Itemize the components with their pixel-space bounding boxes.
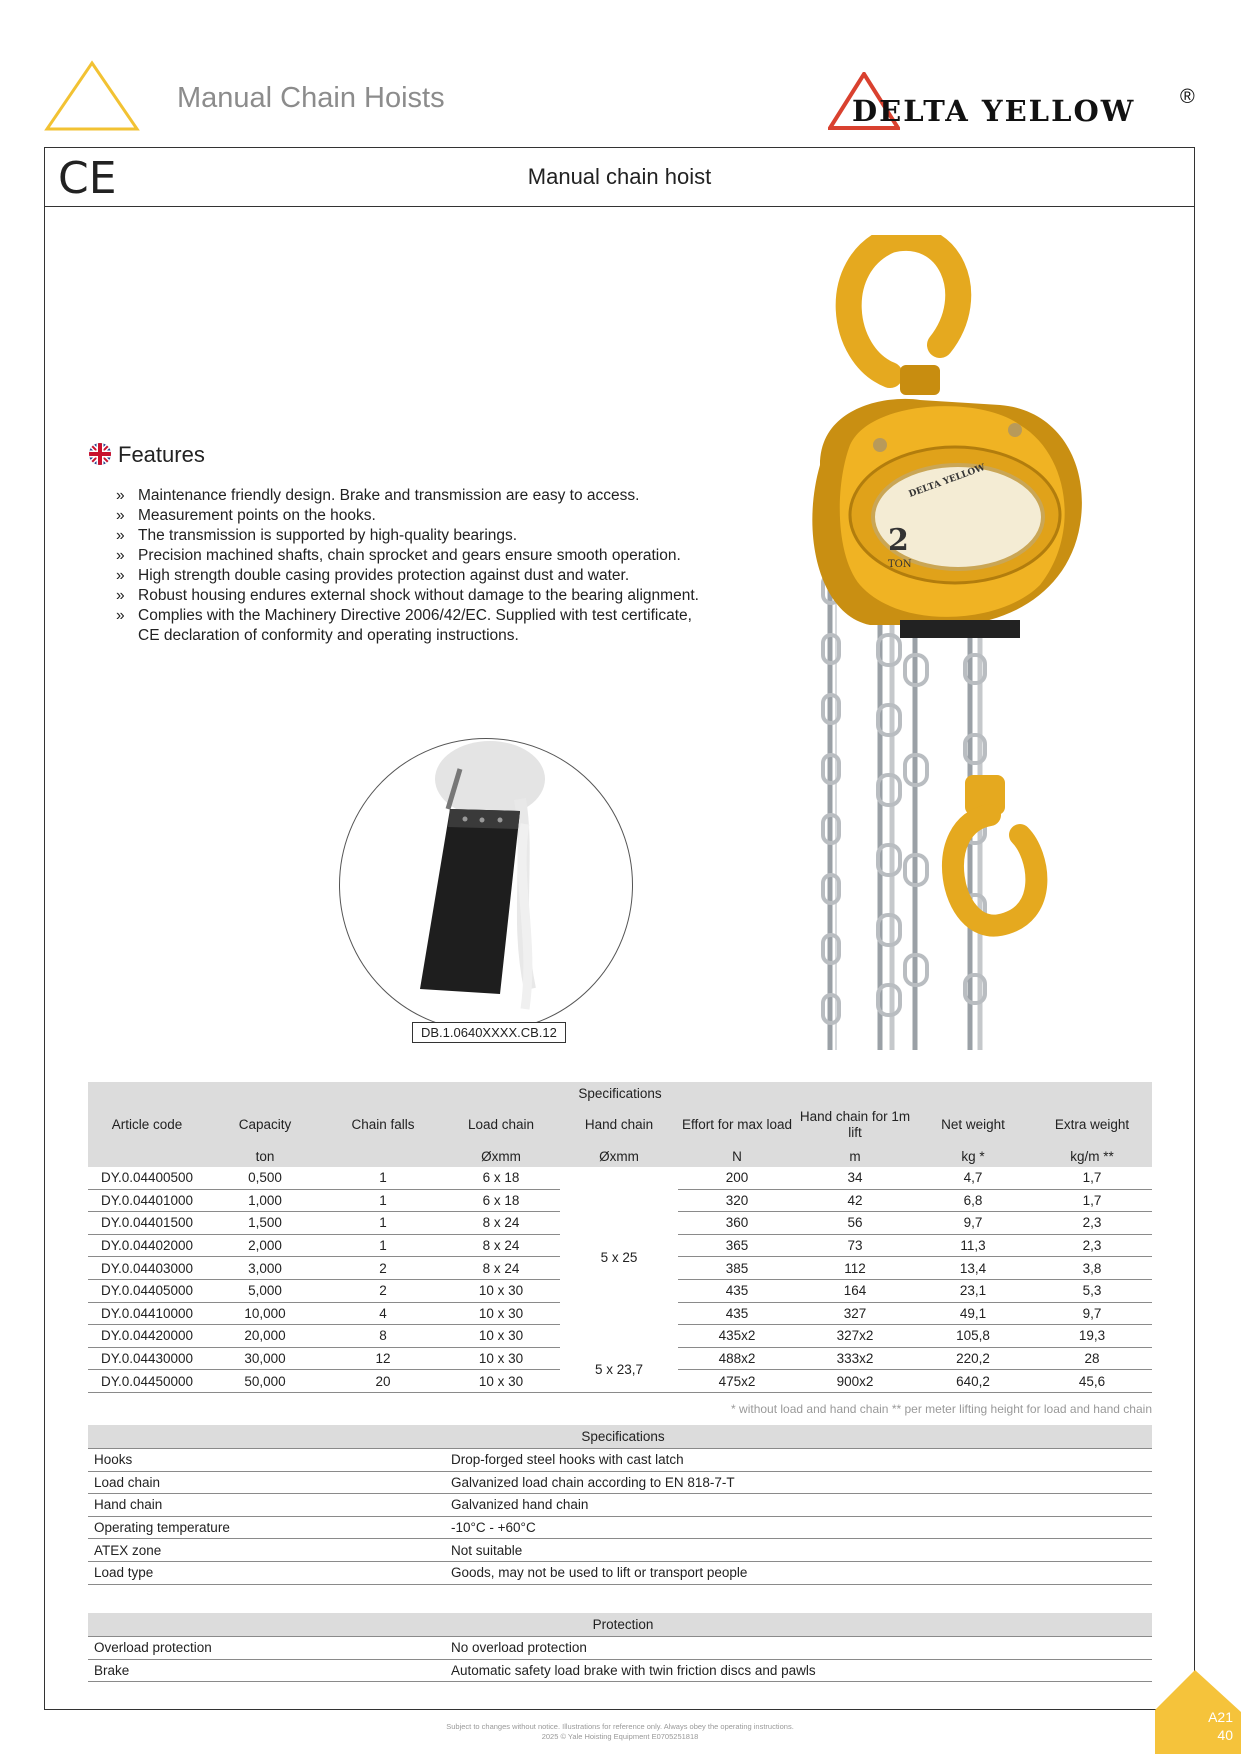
feature-item: » Complies with the Machinery Directive 2006/42/EC. Supplied with test certificate, CE declaration of conformity and operating instructions.	[116, 607, 692, 644]
header-triangle-icon	[44, 60, 140, 132]
table-row: DY.0.04400500 0,500 1 6 x 18 5 x 25 200 34 4,7 1,7	[88, 1167, 1152, 1189]
hoist-rating: 2	[888, 523, 909, 558]
bullet: »	[116, 527, 125, 544]
hand-chain-group: 5 x 25	[600, 1249, 638, 1265]
feature-item: » Measurement points on the hooks.	[116, 507, 376, 524]
hand-chain-group: 5 x 23,7	[560, 1347, 678, 1392]
bullet: »	[116, 547, 125, 564]
col-header: Hand chain	[560, 1105, 678, 1145]
table-row: ATEX zone Not suitable	[88, 1539, 1152, 1562]
bullet: »	[116, 507, 125, 524]
page-index: 40	[1217, 1727, 1233, 1743]
feature-item: » High strength double casing provides protection against dust and water.	[116, 567, 630, 584]
feature-item: » Robust housing endures external shock without damage to the bearing alignment.	[116, 587, 699, 604]
col-header: Article code	[88, 1105, 206, 1145]
table-row: DY.0.04403000 3,000 2 8 x 24 385 112 13,4 3,8	[88, 1257, 1152, 1280]
table-caption: Specifications	[88, 1425, 1152, 1449]
table-row: DY.0.04430000 30,000 12 10 x 30 5 x 23,7 488x2 333x2 220,2 28	[88, 1347, 1152, 1370]
table-row: DY.0.04405000 5,000 2 10 x 30 435 164 23,1 5,3	[88, 1279, 1152, 1302]
table-row: Hooks Drop-forged steel hooks with cast latch	[88, 1449, 1152, 1472]
table-footnote: * without load and hand chain ** per meter lifting height for load and hand chain	[731, 1402, 1152, 1416]
table-row: Load chain Galvanized load chain according to EN 818-7-T	[88, 1471, 1152, 1494]
col-header: Effort for max load	[678, 1105, 796, 1145]
bag-caption: DB.1.0640XXXX.CB.12	[412, 1022, 566, 1043]
features-heading: Features	[118, 442, 205, 467]
ce-mark: CE	[58, 153, 117, 204]
unit-cell: N	[678, 1145, 796, 1167]
feature-item: » The transmission is supported by high-quality bearings.	[116, 527, 518, 544]
bullet: »	[116, 487, 125, 504]
table-row: Overload protection No overload protection	[88, 1637, 1152, 1660]
table-row: DY.0.04410000 10,000 4 10 x 30 435 327 49,1 9,7	[88, 1302, 1152, 1325]
unit-cell	[88, 1145, 206, 1167]
unit-cell: kg *	[914, 1145, 1032, 1167]
unit-cell: Øxmm	[442, 1145, 560, 1167]
table-row: DY.0.04401500 1,500 1 8 x 24 360 56 9,7 2,3	[88, 1212, 1152, 1235]
chain-bag-image	[339, 738, 633, 1032]
table-row: DY.0.04450000 50,000 20 10 x 30 475x2 900x2 640,2 45,6	[88, 1370, 1152, 1393]
col-header: Hand chain for 1m lift	[796, 1105, 914, 1145]
registered-mark: ®	[1180, 86, 1195, 108]
feature-item: » Precision machined shafts, chain sprocket and gears ensure smooth operation.	[116, 547, 681, 564]
hoist-rating-unit: TON	[888, 559, 912, 570]
footer-line: 2025 © Yale Hoisting Equipment E0705251818	[541, 1732, 699, 1741]
table-row: Brake Automatic safety load brake with twin friction discs and pawls	[88, 1659, 1152, 1682]
unit-cell: ton	[206, 1145, 324, 1167]
footer-disclaimer	[340, 1722, 900, 1742]
header-title: Manual Chain Hoists	[177, 82, 445, 114]
col-header: Capacity	[206, 1105, 324, 1145]
table-row: Operating temperature -10°C - +60°C	[88, 1516, 1152, 1539]
hoist-plate-brand: DELTA YELLOW	[907, 462, 987, 500]
uk-flag-icon	[88, 442, 112, 466]
unit-cell	[324, 1145, 442, 1167]
table-caption: Specifications	[88, 1082, 1152, 1105]
unit-cell: m	[796, 1145, 914, 1167]
table-caption: Protection	[88, 1613, 1152, 1637]
protection-table	[88, 1613, 1152, 1682]
table-row: Load type Goods, may not be used to lift or transport people	[88, 1561, 1152, 1584]
specifications-table	[88, 1082, 1152, 1393]
feature-item: » Maintenance friendly design. Brake and transmission are easy to access.	[116, 487, 640, 504]
table-row: Hand chain Galvanized hand chain	[88, 1494, 1152, 1517]
col-header: Chain falls	[324, 1105, 442, 1145]
col-header: Load chain	[442, 1105, 560, 1145]
table-row: DY.0.04401000 1,000 1 6 x 18 320 42 6,8 1,7	[88, 1189, 1152, 1212]
table-row: DY.0.04402000 2,000 1 8 x 24 365 73 11,3 2,3	[88, 1234, 1152, 1257]
general-specifications-table	[88, 1425, 1152, 1585]
bullet: »	[116, 607, 125, 624]
table-row: DY.0.04420000 20,000 8 10 x 30 435x2 327x2 105,8 19,3	[88, 1325, 1152, 1348]
unit-cell: kg/m **	[1032, 1145, 1152, 1167]
col-header: Extra weight	[1032, 1105, 1152, 1145]
brand-logo-text: DELTA YELLOW	[852, 94, 1136, 128]
document-title: Manual chain hoist	[527, 164, 712, 189]
section-code: A21	[1208, 1709, 1233, 1725]
features-list	[113, 486, 713, 646]
chain-hoist-image	[780, 235, 1100, 1055]
bullet: »	[116, 567, 125, 584]
unit-cell: Øxmm	[560, 1145, 678, 1167]
footer-line: Subject to changes without notice. Illustrations for reference only. Always obey the operating instructions.	[446, 1722, 794, 1731]
col-header: Net weight	[914, 1105, 1032, 1145]
page-number	[1193, 1708, 1233, 1744]
bullet: »	[116, 587, 125, 604]
